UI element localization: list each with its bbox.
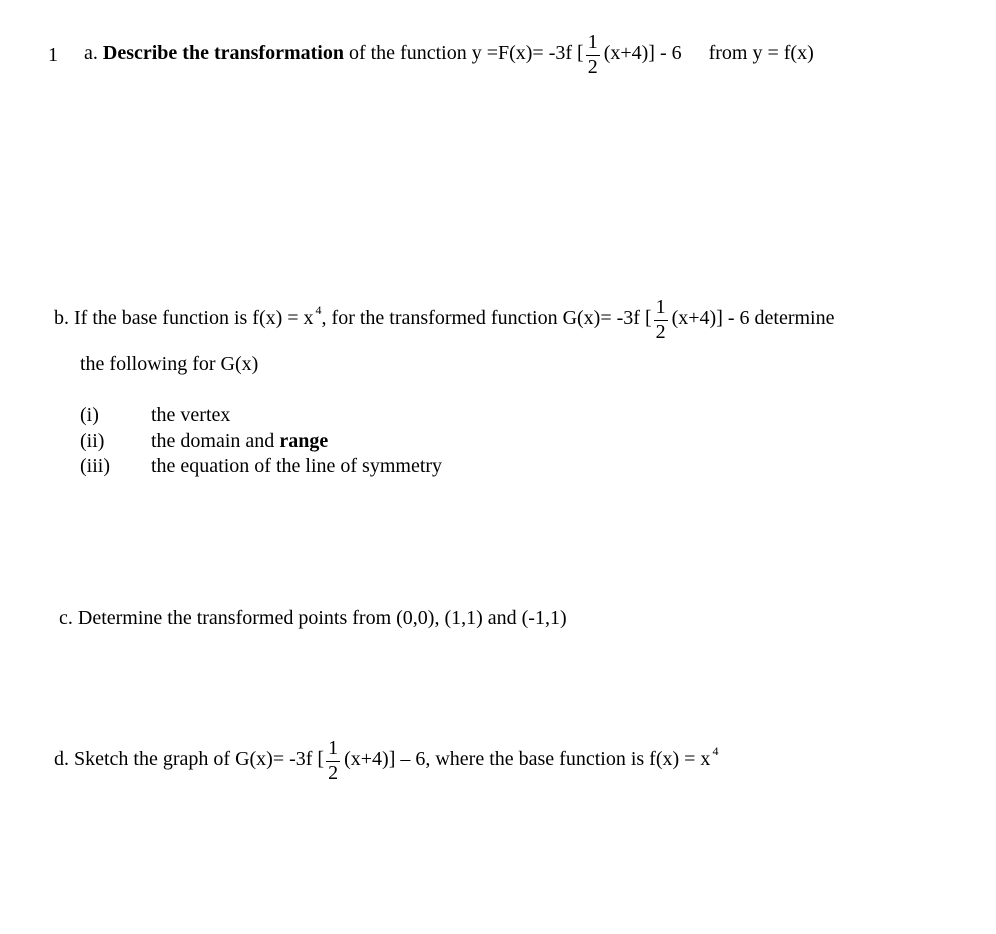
part-b-item: [0, 405, 600, 425]
part-b-line2: the following for G(x): [80, 353, 259, 375]
part-b-item-text: the vertex: [151, 404, 231, 426]
part-d: [54, 738, 718, 783]
part-d-frac-den: 2: [328, 762, 339, 784]
part-d-exponent: 4: [712, 744, 719, 759]
part-d-end: (x+4)] – 6, where the base function is f(x) = x: [344, 748, 711, 771]
part-b-item: [0, 456, 600, 476]
part-a-text: of the function y =F(x)= -3f [: [348, 42, 584, 65]
part-b-exponent: 4: [315, 303, 322, 318]
part-d-frac-num: 1: [326, 738, 340, 762]
part-d-fraction: [326, 738, 340, 783]
question-number: 1: [48, 44, 58, 66]
part-a-text-from: from y = f(x): [708, 42, 814, 65]
part-a-label: a.: [84, 42, 98, 65]
part-b-end: (x+4)] - 6 determine: [671, 307, 835, 330]
part-b-item: [0, 431, 600, 451]
part-b-item-number: (i): [80, 404, 99, 426]
part-b-fraction: [654, 297, 668, 342]
part-a-frac-num: 1: [586, 32, 600, 56]
part-a-fraction: [586, 32, 600, 77]
part-b-item-number: (iii): [80, 455, 110, 477]
part-c: c. Determine the transformed points from (0,0), (1,1) and (-1,1): [59, 607, 567, 629]
part-a-frac-den: 2: [587, 56, 598, 78]
part-b-item-text: the domain and: [151, 430, 280, 452]
part-b-item-text-wrap: [151, 431, 328, 451]
part-b-item-number: (ii): [80, 430, 105, 452]
part-a: [84, 32, 814, 77]
part-b-start: b. If the base function is f(x) = x: [54, 307, 314, 330]
part-b-frac-den: 2: [655, 321, 666, 343]
part-d-start: d. Sketch the graph of G(x)= -3f [: [54, 748, 325, 771]
part-a-text-after: (x+4)] - 6: [603, 42, 682, 65]
part-b-mid: , for the transformed function G(x)= -3f [: [321, 307, 652, 330]
part-b-frac-num: 1: [654, 297, 668, 321]
part-a-bold-lead: Describe the transformation: [102, 42, 344, 65]
part-b-item-bold: range: [279, 430, 329, 452]
part-b-item-text: the equation of the line of symmetry: [151, 455, 443, 477]
part-b-line1: [54, 297, 835, 342]
